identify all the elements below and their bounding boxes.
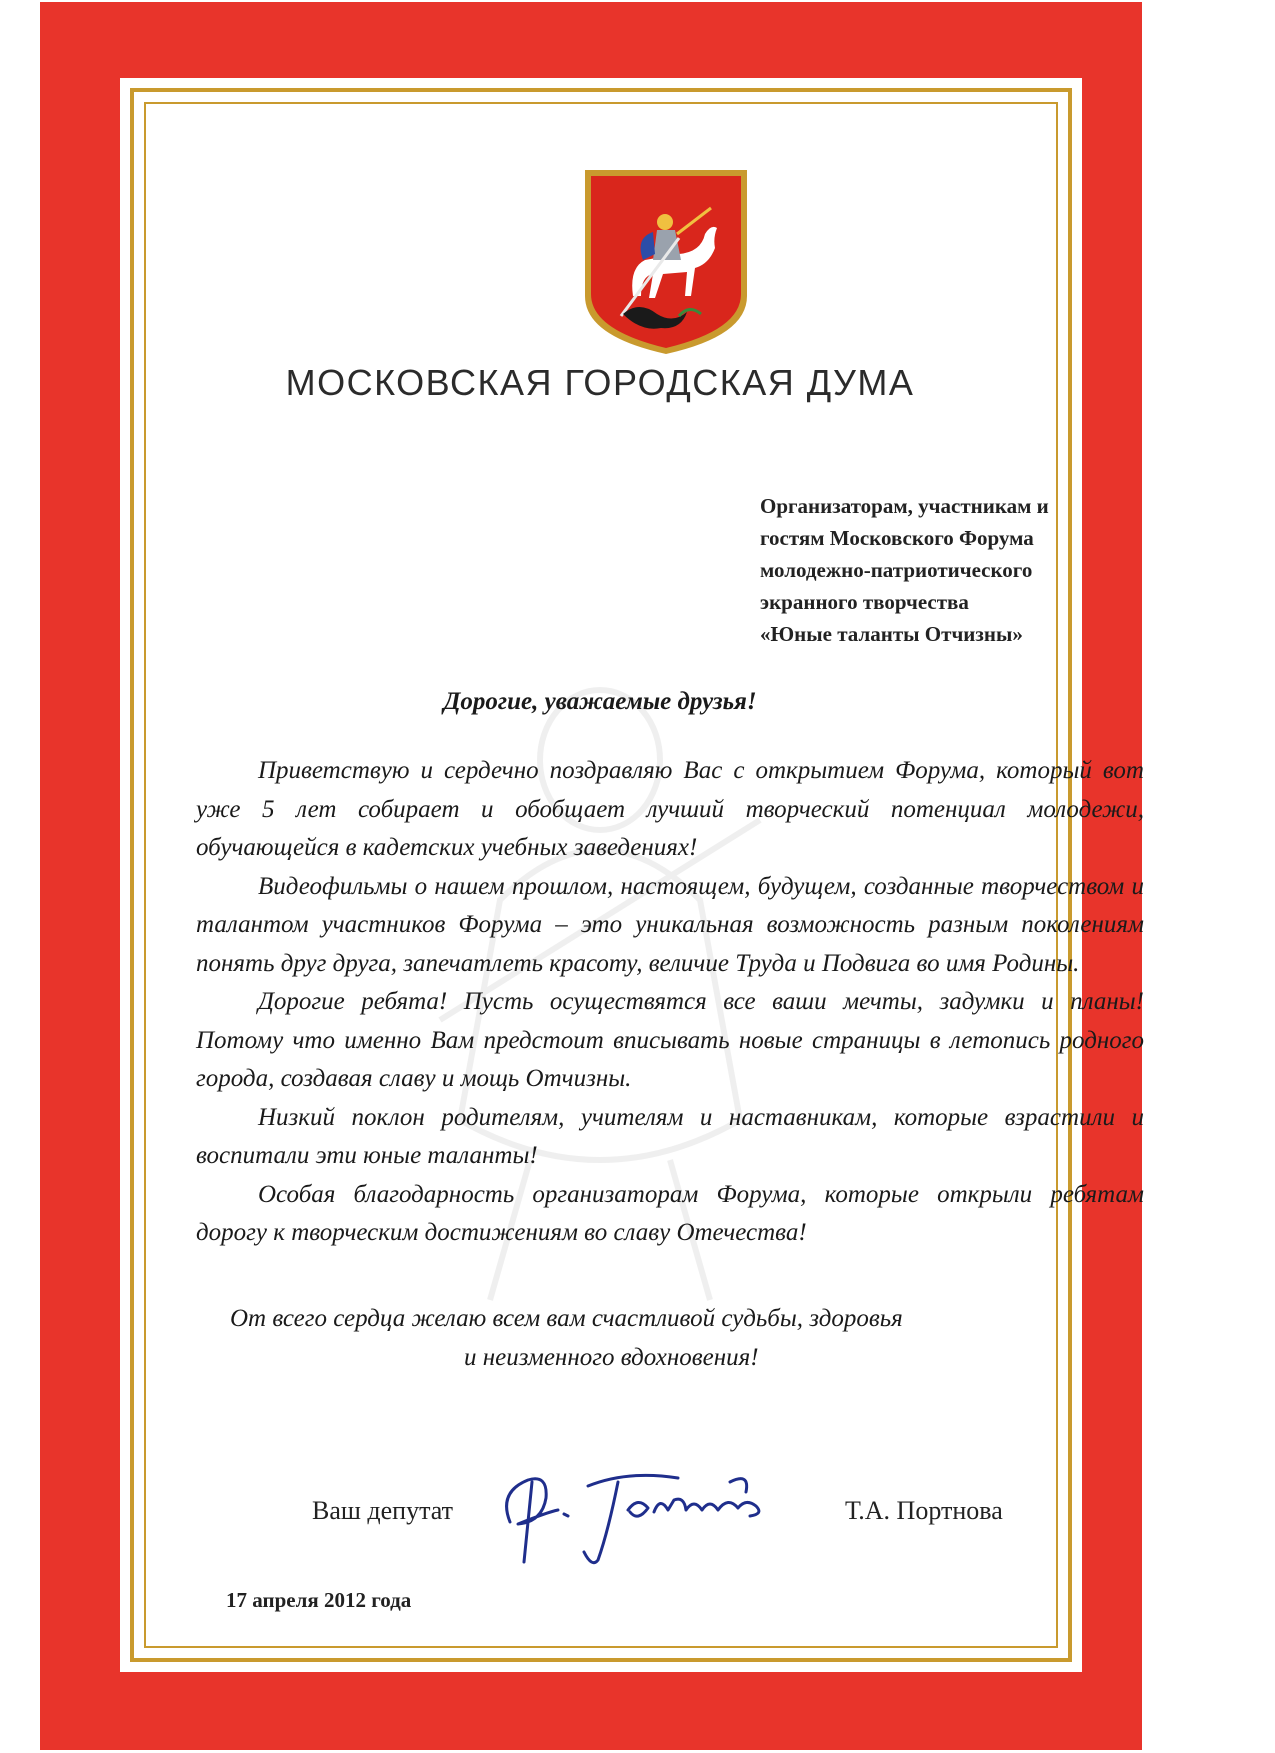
letter-paragraph: Видеофильмы о нашем прошлом, настоящем, будущем, созданные творчеством и талантом участников Форума – это уникальная возможность разным поколениям понять друг друга, запечатлеть красоту, величие Труда и Подвига во имя Родины. <box>196 872 1144 977</box>
addressee-line: Организаторам, участникам и <box>760 494 1049 518</box>
signer-name: Т.А. Портнова <box>845 1496 1003 1525</box>
addressee-line: экранного творчества <box>760 590 969 614</box>
letter-body <box>196 752 1144 1253</box>
signer-label: Ваш депутат <box>312 1496 453 1525</box>
letter-greeting: Дорогие, уважаемые друзья! <box>443 688 757 715</box>
letter-closing <box>196 1300 1144 1377</box>
addressee-line: «Юные таланты Отчизны» <box>760 622 1023 646</box>
letter-date: 17 апреля 2012 года <box>226 1588 412 1612</box>
letter-paragraph: Низкий поклон родителям, учителям и наставникам, которые взрастили и воспитали эти юные таланты! <box>196 1103 1144 1169</box>
addressee-line: гостям Московского Форума <box>760 526 1034 550</box>
addressee-block <box>760 490 1140 650</box>
closing-line: и неизменного вдохновения! <box>464 1343 759 1371</box>
handwritten-signature <box>488 1452 808 1572</box>
organization-title: МОСКОВСКАЯ ГОРОДСКАЯ ДУМА <box>285 362 915 403</box>
moscow-coat-of-arms-icon <box>583 168 749 356</box>
letter-paragraph: Дорогие ребята! Пусть осуществятся все ваши мечты, задумки и планы! Потому что именно Вам предстоит вписывать новые страницы в летопись родного города, создавая славу и мощь Отчизны. <box>196 988 1144 1092</box>
letter-paragraph: Приветствую и сердечно поздравляю Вас с открытием Форума, который вот уже 5 лет собирает и обобщает лучший творческий потенциал молодежи, обучающейся в кадетских учебных заведениях! <box>196 757 1144 861</box>
addressee-line: молодежно-патриотического <box>760 558 1033 582</box>
closing-line: От всего сердца желаю всем вам счастливой судьбы, здоровья <box>230 1305 903 1332</box>
letter-paragraph: Особая благодарность организаторам Форума, которые открыли ребятам дорогу к творческим достижениям во славу Отечества! <box>196 1180 1144 1246</box>
